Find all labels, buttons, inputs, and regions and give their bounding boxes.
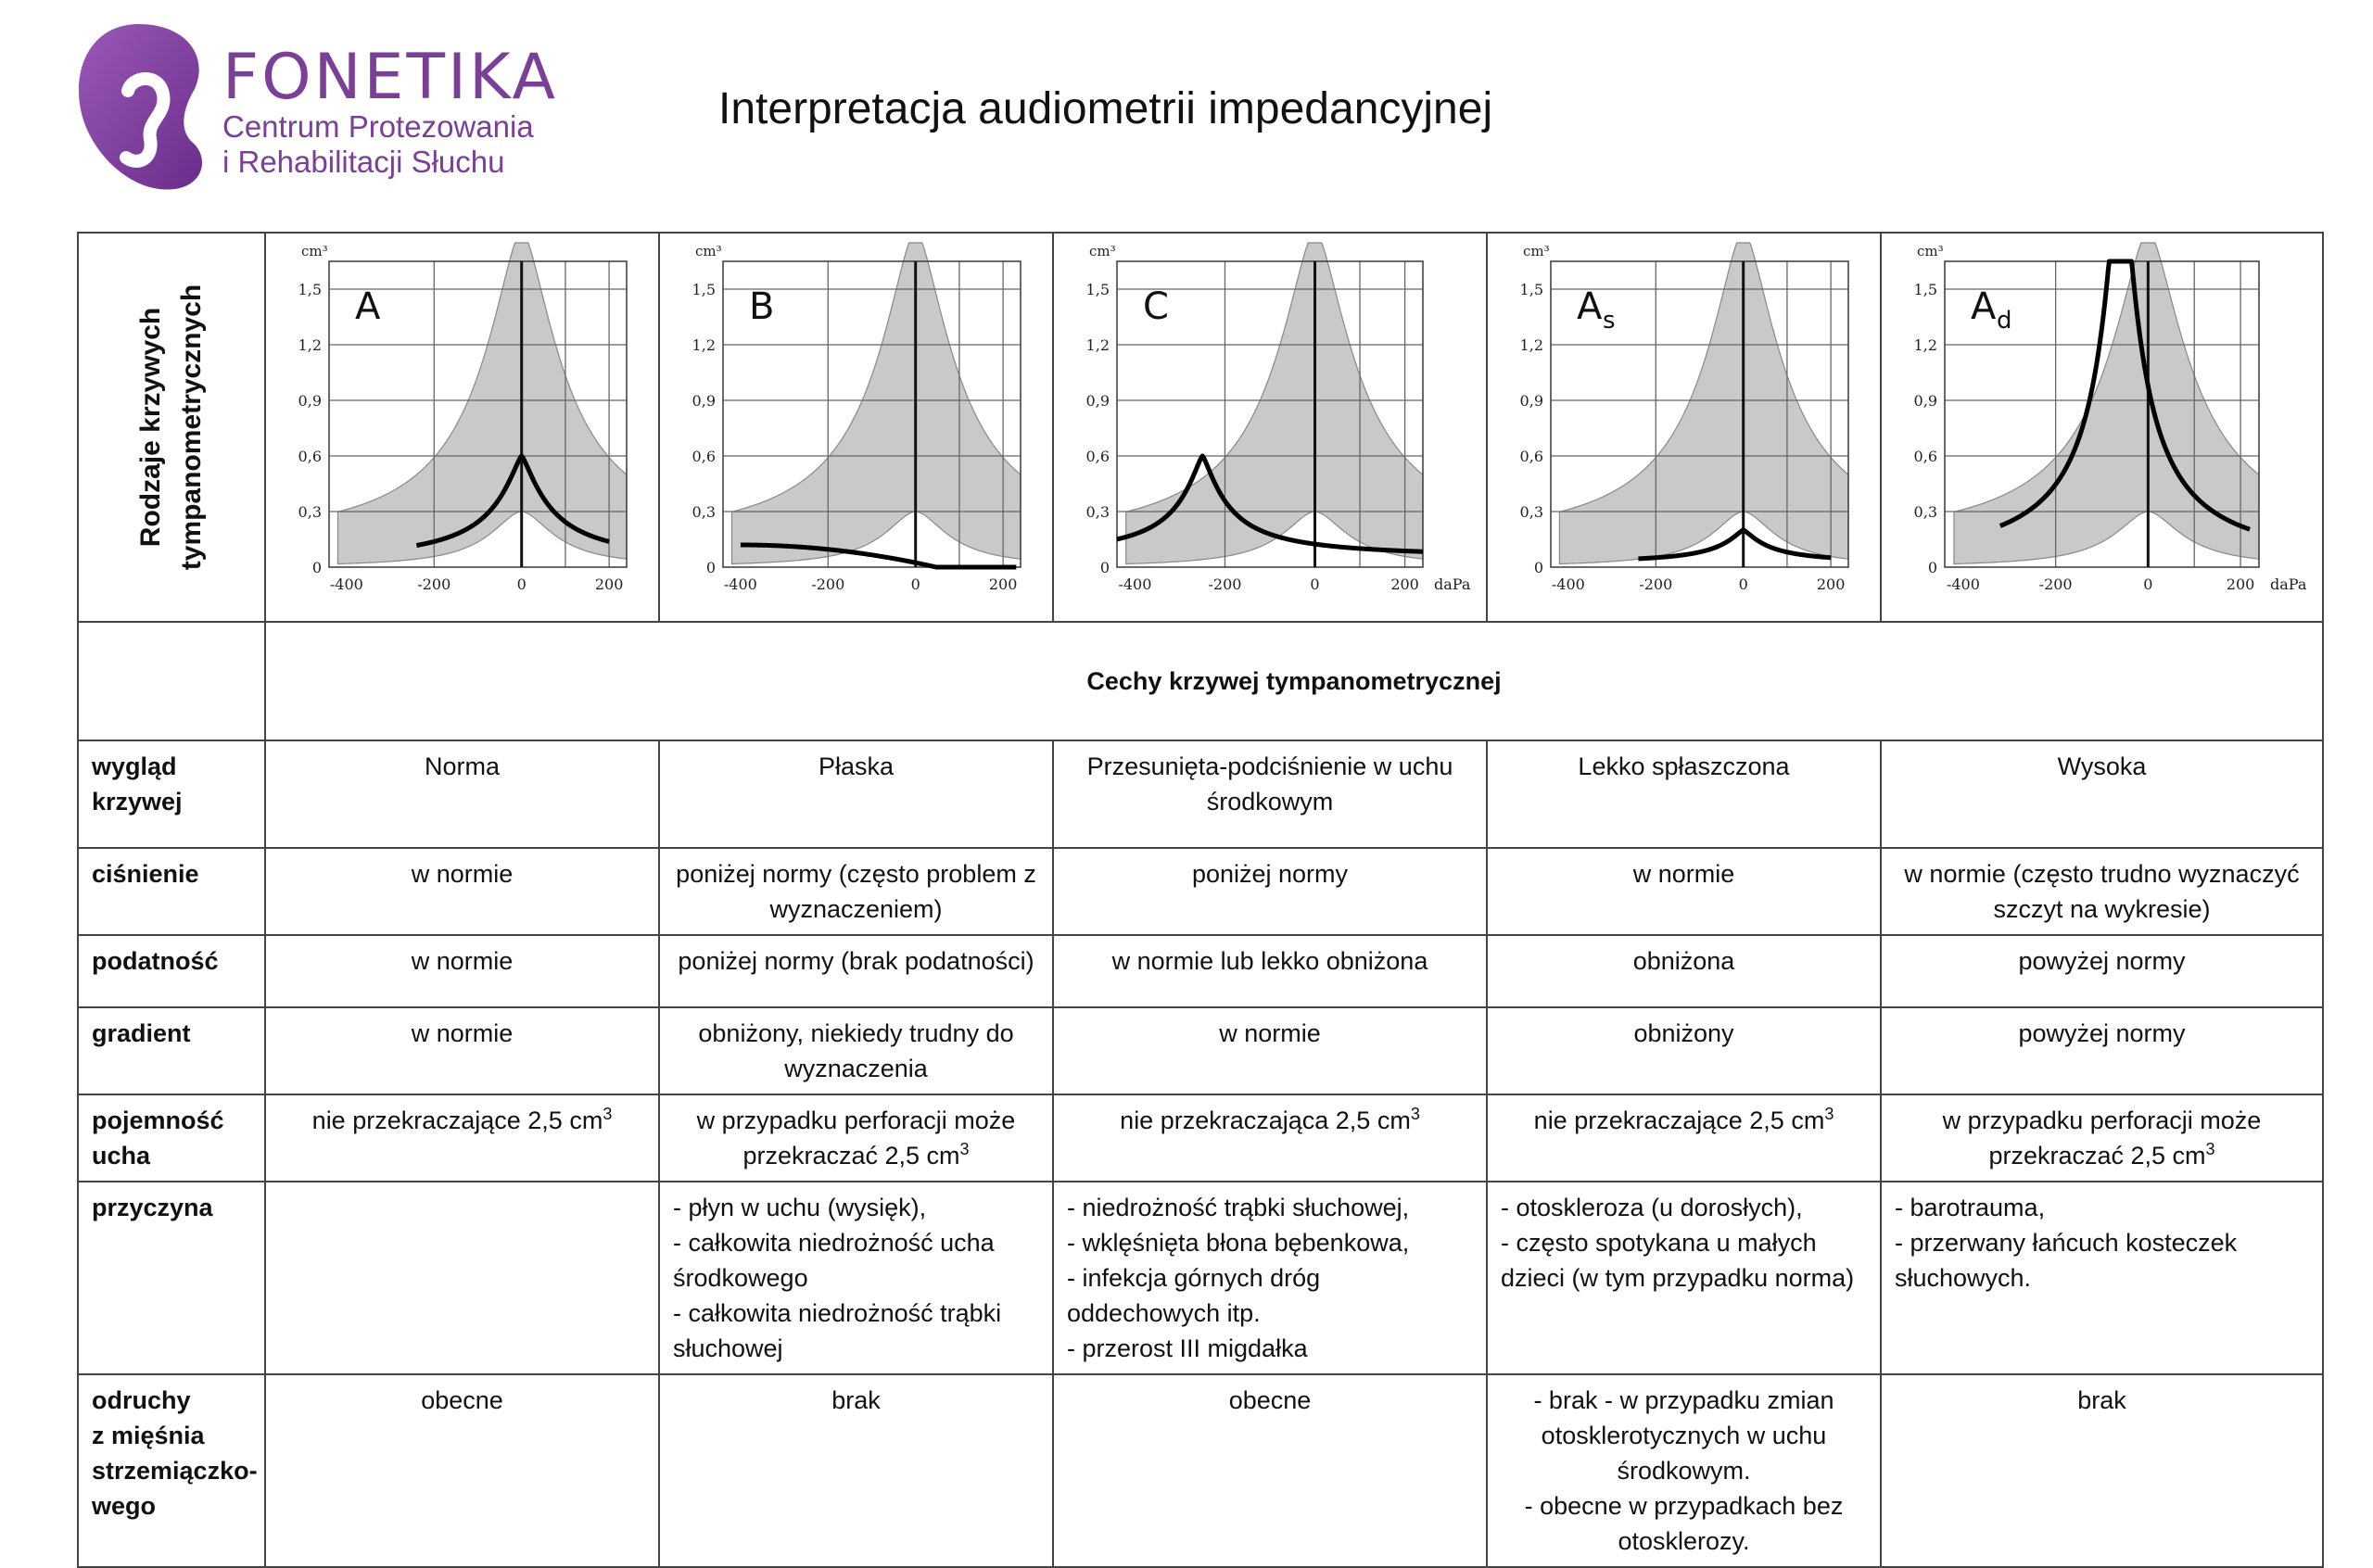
x-tick-label: -200 xyxy=(811,575,845,593)
y-tick-label: 0,3 xyxy=(1519,503,1543,521)
x-unit-label: daPa xyxy=(1434,575,1471,593)
empty-cell xyxy=(78,622,265,740)
tympanometry-table xyxy=(77,232,2324,1568)
y-tick-label: 0,9 xyxy=(1085,392,1110,410)
x-tick-label: 200 xyxy=(1816,575,1846,593)
row-cause xyxy=(78,1182,2323,1374)
y-tick-label: 1,2 xyxy=(1519,336,1543,354)
cell-appearance-c: Przesunięta-podciśnienie w uchu środkowym xyxy=(1053,740,1487,848)
row-compliance xyxy=(78,935,2323,1007)
x-tick-label: -400 xyxy=(1118,575,1152,593)
y-tick-label: 0,3 xyxy=(298,503,322,521)
graph-row-header xyxy=(78,233,265,622)
y-unit-label: cm³ xyxy=(695,243,722,259)
cell-pressure-as: w normie xyxy=(1487,848,1881,935)
y-tick-label: 0,9 xyxy=(692,392,716,410)
cell-reflex-b: brak xyxy=(659,1374,1053,1567)
graph-cell-b xyxy=(659,233,1053,622)
graph-cell-c xyxy=(1053,233,1487,622)
y-tick-label: 1,5 xyxy=(1085,281,1110,298)
cell-pressure-ad: w normie (często trudno wyznaczyć szczyt na wykresie) xyxy=(1881,848,2323,935)
cell-compliance-b: poniżej normy (brak podatności) xyxy=(659,935,1053,1007)
row-label-gradient: gradient xyxy=(78,1007,265,1094)
curve-type-letter: A xyxy=(1577,285,1603,328)
cell-compliance-ad: powyżej normy xyxy=(1881,935,2323,1007)
tympanogram-ad xyxy=(1882,234,2323,621)
graph-row-label: Rodzaje krzywych tympanometrycznych xyxy=(135,284,207,571)
page-title: Interpretacja audiometrii impedancyjnej xyxy=(718,84,1493,133)
y-tick-label: 0,6 xyxy=(1085,448,1110,465)
fonetika-logo xyxy=(74,19,593,200)
tympanogram-c xyxy=(1054,234,1487,621)
x-tick-label: -400 xyxy=(723,575,757,593)
cell-appearance-ad: Wysoka xyxy=(1881,740,2323,848)
y-tick-label: 1,5 xyxy=(1913,281,1937,298)
curve-type-subscript: s xyxy=(1603,307,1616,335)
cell-cause-a xyxy=(265,1182,659,1374)
x-tick-label: -400 xyxy=(1551,575,1585,593)
cell-reflex-ad: brak xyxy=(1881,1374,2323,1567)
tympanogram-as xyxy=(1488,234,1881,621)
y-tick-label: 1,2 xyxy=(298,336,322,354)
cell-compliance-c: w normie lub lekko obniżona xyxy=(1053,935,1487,1007)
row-gradient xyxy=(78,1007,2323,1094)
normal-range-band xyxy=(1559,243,1848,563)
y-tick-label: 1,5 xyxy=(298,281,322,298)
x-tick-label: 200 xyxy=(1390,575,1419,593)
x-tick-label: 0 xyxy=(1738,575,1748,593)
row-capacity xyxy=(78,1094,2323,1182)
cell-capacity-a: nie przekraczające 2,5 $cm^3$ xyxy=(265,1094,659,1182)
x-tick-label: -400 xyxy=(329,575,363,593)
brand-name: FONETIKA xyxy=(222,41,558,114)
y-tick-label: 0,3 xyxy=(692,503,716,521)
y-tick-label: 1,5 xyxy=(692,281,716,298)
x-tick-label: 0 xyxy=(910,575,920,593)
x-tick-label: 200 xyxy=(2226,575,2255,593)
x-tick-label: 200 xyxy=(988,575,1018,593)
row-label-cause: przyczyna xyxy=(78,1182,265,1374)
y-unit-label: cm³ xyxy=(1523,243,1550,259)
cell-gradient-as: obniżony xyxy=(1487,1007,1881,1094)
y-tick-label: 0,3 xyxy=(1085,503,1110,521)
cell-gradient-b: obniżony, niekiedy trudny do wyznaczenia xyxy=(659,1007,1053,1094)
x-tick-label: 0 xyxy=(516,575,527,593)
cell-cause-b: - płyn w uchu (wysięk), - całkowita niedrożność ucha środkowego - całkowita niedrożność trąbki słuchowej xyxy=(659,1182,1053,1374)
cell-compliance-as: obniżona xyxy=(1487,935,1881,1007)
cell-pressure-c: poniżej normy xyxy=(1053,848,1487,935)
curve-type-letter: B xyxy=(749,285,775,328)
y-tick-label: 0,9 xyxy=(298,392,322,410)
row-label-reflex: odruchy z mięśnia strzemiączko- wego xyxy=(78,1374,265,1567)
x-tick-label: -200 xyxy=(2038,575,2073,593)
y-tick-label: 0 xyxy=(705,559,716,576)
x-tick-label: -200 xyxy=(417,575,451,593)
cell-pressure-b: poniżej normy (często problem z wyznaczeniem) xyxy=(659,848,1053,935)
row-label-capacity: pojemność ucha xyxy=(78,1094,265,1182)
graph-row xyxy=(78,233,2323,622)
y-tick-label: 0,9 xyxy=(1519,392,1543,410)
y-tick-label: 0 xyxy=(311,559,322,576)
y-unit-label: cm³ xyxy=(1089,243,1116,259)
y-unit-label: cm³ xyxy=(301,243,328,259)
row-appearance xyxy=(78,740,2323,848)
y-tick-label: 0,9 xyxy=(1913,392,1937,410)
y-tick-label: 0 xyxy=(1099,559,1110,576)
y-tick-label: 1,2 xyxy=(692,336,716,354)
y-unit-label: cm³ xyxy=(1917,243,1944,259)
curve-type-subscript: d xyxy=(1997,307,2012,335)
curve-type-letter: C xyxy=(1143,285,1169,328)
graph-cell-ad xyxy=(1881,233,2323,622)
y-tick-label: 0,6 xyxy=(1913,448,1937,465)
cell-reflex-c: obecne xyxy=(1053,1374,1487,1567)
row-label-compliance: podatność xyxy=(78,935,265,1007)
cell-capacity-as: nie przekraczające 2,5 $cm^3$ xyxy=(1487,1094,1881,1182)
brand-line-2: i Rehabilitacji Słuchu xyxy=(222,145,505,179)
cell-gradient-ad: powyżej normy xyxy=(1881,1007,2323,1094)
y-tick-label: 1,2 xyxy=(1085,336,1110,354)
cell-cause-ad: - barotrauma, - przerwany łańcuch kosteczek słuchowych. xyxy=(1881,1182,2323,1374)
x-tick-label: -200 xyxy=(1208,575,1242,593)
cell-gradient-c: w normie xyxy=(1053,1007,1487,1094)
cell-appearance-as: Lekko spłaszczona xyxy=(1487,740,1881,848)
graph-cell-a xyxy=(265,233,659,622)
y-tick-label: 0 xyxy=(1927,559,1937,576)
x-tick-label: 0 xyxy=(2143,575,2153,593)
cell-capacity-c: nie przekraczająca 2,5 $cm^3$ xyxy=(1053,1094,1487,1182)
x-tick-label: -200 xyxy=(1639,575,1673,593)
x-tick-label: 0 xyxy=(1310,575,1320,593)
cell-compliance-a: w normie xyxy=(265,935,659,1007)
y-tick-label: 0,6 xyxy=(298,448,322,465)
y-tick-label: 0,6 xyxy=(1519,448,1543,465)
cell-pressure-a: w normie xyxy=(265,848,659,935)
normal-range-band xyxy=(731,243,1021,563)
x-tick-label: -400 xyxy=(1946,575,1980,593)
row-pressure xyxy=(78,848,2323,935)
curve-type-letter: A xyxy=(355,285,381,328)
cell-cause-as: - otoskleroza (u dorosłych), - często spotykana u małych dzieci (w tym przypadku norma) xyxy=(1487,1182,1881,1374)
ear-logo-icon xyxy=(74,19,213,200)
y-tick-label: 1,2 xyxy=(1913,336,1937,354)
x-unit-label: daPa xyxy=(2270,575,2307,593)
cell-capacity-ad: w przypadku perforacji może przekraczać 2,5 $cm^3$ xyxy=(1881,1094,2323,1182)
row-reflex xyxy=(78,1374,2323,1567)
y-tick-label: 1,5 xyxy=(1519,281,1543,298)
cell-reflex-a: obecne xyxy=(265,1374,659,1567)
row-label-pressure: ciśnienie xyxy=(78,848,265,935)
cell-appearance-a: Norma xyxy=(265,740,659,848)
section-heading: Cechy krzywej tympanometrycznej xyxy=(265,622,2323,740)
curve-type-letter: A xyxy=(1971,285,1997,328)
y-tick-label: 0,6 xyxy=(692,448,716,465)
brand-line-1: Centrum Protezowania xyxy=(222,109,534,144)
cell-appearance-b: Płaska xyxy=(659,740,1053,848)
cell-gradient-a: w normie xyxy=(265,1007,659,1094)
y-tick-label: 0 xyxy=(1533,559,1543,576)
tympanogram-a xyxy=(266,234,659,621)
cell-capacity-b: w przypadku perforacji może przekraczać 2,5 $cm^3$ xyxy=(659,1094,1053,1182)
cell-reflex-as: - brak - w przypadku zmian otosklerotycznych w uchu środkowym. - obecne w przypadkach bez otosklerozy. xyxy=(1487,1374,1881,1567)
x-tick-label: 200 xyxy=(594,575,624,593)
section-heading-row xyxy=(78,622,2323,740)
row-label-appearance: wygląd krzywej xyxy=(78,740,265,848)
graph-cell-as xyxy=(1487,233,1881,622)
tympanogram-b xyxy=(660,234,1053,621)
cell-cause-c: - niedrożność trąbki słuchowej, - wklęśnięta błona bębenkowa, - infekcja górnych dróg oddechowych itp. - przerost III migdałka xyxy=(1053,1182,1487,1374)
y-tick-label: 0,3 xyxy=(1913,503,1937,521)
